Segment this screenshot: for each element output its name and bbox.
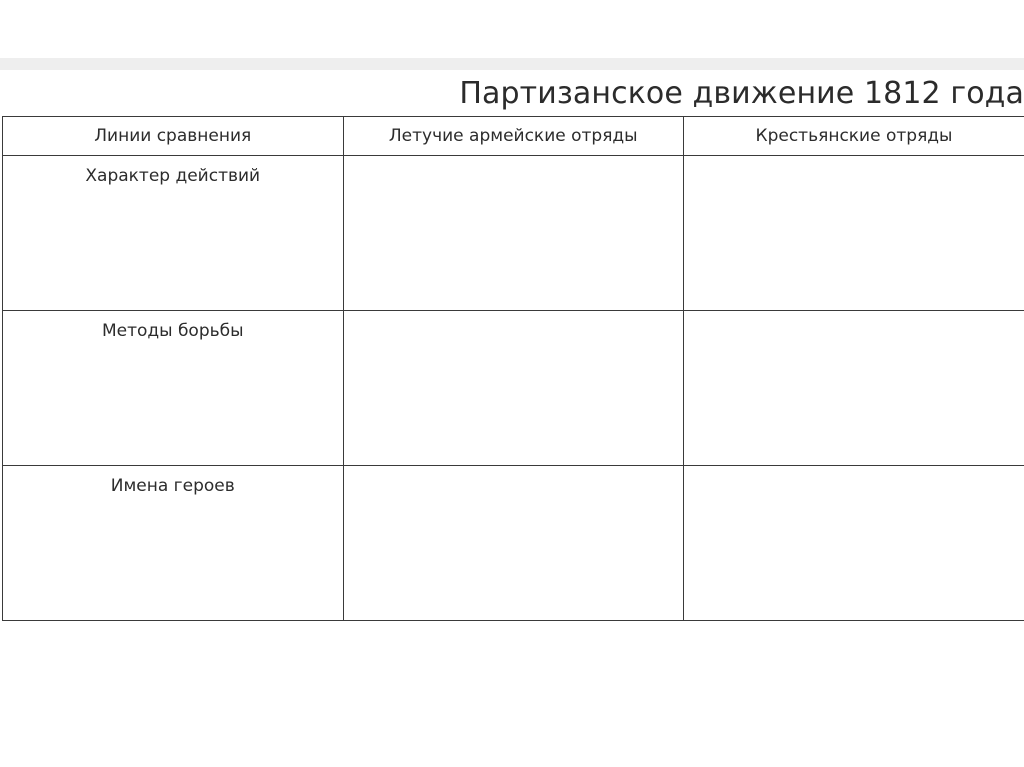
- row-label-actions: Характер действий: [3, 156, 344, 311]
- cell-army-methods: [343, 311, 684, 466]
- cell-peasant-heroes: [684, 466, 1024, 621]
- slide-divider: [0, 58, 1024, 70]
- slide-title: Партизанское движение 1812 года: [459, 76, 1024, 111]
- row-label-methods: Методы борьбы: [3, 311, 344, 466]
- cell-peasant-methods: [684, 311, 1024, 466]
- header-peasant-detachments: Крестьянские отряды: [684, 117, 1024, 156]
- cell-army-heroes: [343, 466, 684, 621]
- cell-army-actions: [343, 156, 684, 311]
- header-army-detachments: Летучие армейские отряды: [343, 117, 684, 156]
- header-comparison-lines: Линии сравнения: [3, 117, 344, 156]
- previous-slide-edge: [0, 0, 1024, 58]
- cell-peasant-actions: [684, 156, 1024, 311]
- row-label-heroes: Имена героев: [3, 466, 344, 621]
- table-row: [3, 466, 1024, 621]
- table-row: [3, 156, 1024, 311]
- comparison-table: [2, 116, 1024, 621]
- table-header-row: [3, 117, 1024, 156]
- table-row: [3, 311, 1024, 466]
